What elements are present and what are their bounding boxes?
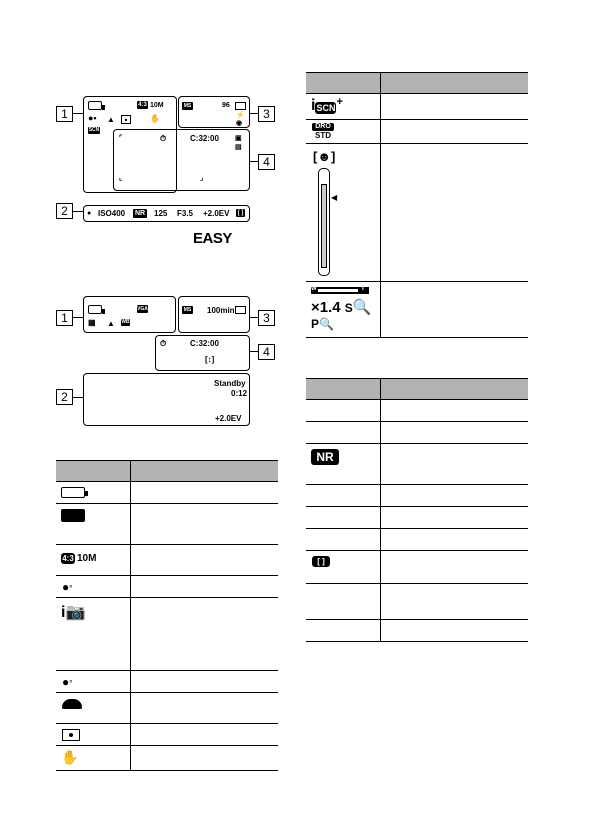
battery-icon <box>88 101 102 110</box>
smile-face-icon: [☻] <box>313 149 336 164</box>
area-4-frame <box>113 129 250 191</box>
easy-label: EASY <box>193 230 232 247</box>
label-1: 1 <box>56 106 73 122</box>
smile-icon: ▲ <box>107 319 115 328</box>
card-icon <box>235 102 246 110</box>
smile-detection-meter-icon <box>306 144 380 280</box>
zoom-bar-track <box>318 289 358 292</box>
label-3: 3 <box>258 310 275 326</box>
label-1: 1 <box>56 310 73 326</box>
icon-table-right-top <box>306 72 528 338</box>
standby-text: Standby <box>214 379 246 388</box>
steadyshot-icon: ✋ <box>150 114 160 123</box>
icon-table-right-bottom <box>306 378 528 642</box>
camera-mode-icon: ▤ <box>235 144 242 151</box>
label-2: 2 <box>56 389 73 405</box>
zoom-w: W <box>311 286 317 292</box>
battery-low-icon <box>61 509 85 522</box>
precision-zoom-text: P🔍 <box>311 317 334 331</box>
battery-full-icon <box>61 487 85 498</box>
self-timer-icon: ⏱ <box>160 134 167 143</box>
smile-icon: ▲ <box>107 115 115 124</box>
focus-frame-corner: ⌞ <box>119 175 123 182</box>
dro-std-icon: DRO STD <box>312 123 334 140</box>
nr-badge-icon: NR <box>311 449 339 465</box>
iscn-icon: SCN <box>88 127 100 133</box>
zoom-scale-text: ×1.4 S🔍 <box>311 299 372 316</box>
timer-text: C:32:00 <box>190 134 219 143</box>
memory-icon: MS <box>183 307 192 313</box>
movie-mode-icon: ▦ <box>88 318 96 327</box>
intelligent-auto-icon: i📷 <box>61 604 86 621</box>
af-frame-icon: [ ] <box>237 210 244 216</box>
image-size-text: 10M <box>77 553 97 564</box>
wb-icon: WB <box>121 319 130 325</box>
zoom-t: T <box>361 286 365 292</box>
red-eye-icon: ◉ <box>236 120 243 127</box>
ev-value: +2.0EV <box>203 209 230 218</box>
iscn-plus-icon: i SCN + <box>311 96 343 114</box>
smile-meter-inner <box>321 184 327 268</box>
shutter-value: 125 <box>154 209 168 218</box>
card-icon <box>235 306 246 314</box>
image-size-icon: 4:3 <box>62 554 74 563</box>
focus-frame-corner: ⌟ <box>200 175 204 182</box>
timer-text: C:32:00 <box>190 339 219 348</box>
remaining-time: 100min <box>207 306 235 315</box>
icon-table-left <box>56 460 278 771</box>
smile-icon <box>62 699 82 709</box>
smile-meter-pointer: ◀ <box>331 193 338 202</box>
rec-time: 0:12 <box>231 389 248 398</box>
af-frame-icon: [↕] <box>205 355 215 364</box>
focus-frame-corner: ⌜ <box>119 135 123 142</box>
zoom-magnifier-icon: 🔍 <box>352 299 372 316</box>
rec-dot-icon: ● <box>87 210 92 217</box>
label-4: 4 <box>258 344 275 360</box>
area-1-frame <box>83 296 176 333</box>
image-size-icon: 4:3 <box>138 102 147 108</box>
af-frame-icon: [ ] <box>312 556 330 567</box>
label-2: 2 <box>56 203 73 219</box>
label-4: 4 <box>258 154 275 170</box>
image-count: 96 <box>222 102 230 109</box>
zoom-scale-icon <box>306 282 380 336</box>
face-detection-icon: ●• <box>88 113 97 123</box>
nr-icon: NR <box>134 210 146 217</box>
memory-icon: MS <box>183 103 192 109</box>
aperture-value: F3.5 <box>177 209 194 218</box>
spot-metering-icon <box>62 729 80 741</box>
face-detection-icon: ●° <box>62 675 73 689</box>
self-timer-icon: ⏱ <box>160 339 167 348</box>
iso-value: ISO400 <box>98 209 126 218</box>
flash-icon: ⚡ <box>236 112 245 119</box>
steadyshot-icon: ✋ <box>61 749 79 765</box>
image-size-text: 10M <box>150 102 164 109</box>
spot-metering-icon <box>121 115 131 124</box>
label-3: 3 <box>258 106 275 122</box>
burst-icon: ▣ <box>235 135 242 142</box>
face-detection-icon: ●° <box>62 580 73 594</box>
zoom-magnifier-icon: 🔍 <box>319 317 334 331</box>
movie-size-icon: VGA <box>137 306 148 312</box>
battery-icon <box>88 305 102 314</box>
ev-value: +2.0EV <box>215 414 242 423</box>
